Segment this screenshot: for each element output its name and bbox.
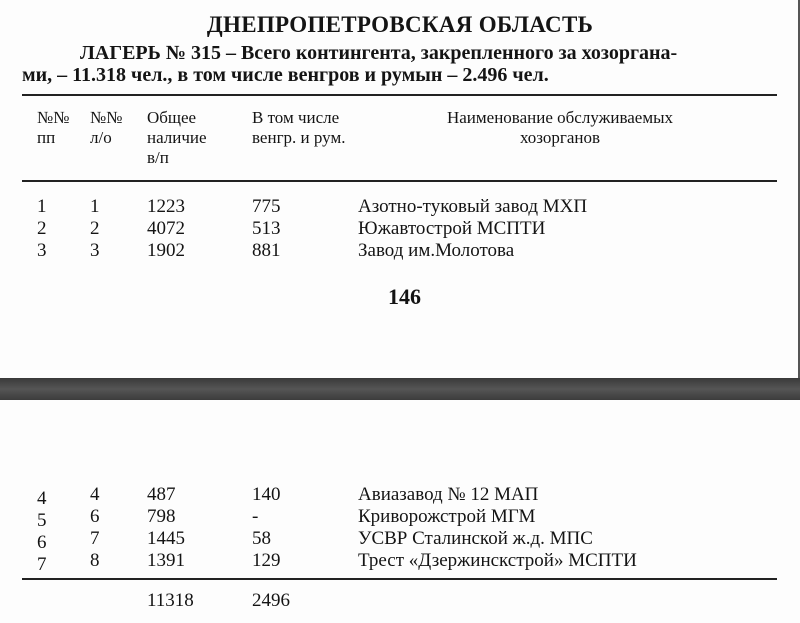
table-row: 1 1 1223 775 Азотно-туковый завод МХП [37, 196, 588, 217]
table-row: 5 6 798 - Криворожстрой МГМ [37, 506, 536, 531]
header-col-pp: №№ пп [37, 108, 70, 147]
page-number: 146 [388, 284, 421, 309]
header-col-org: Наименование обслуживаемых хозорганов [446, 108, 674, 147]
header-top-rule [22, 94, 777, 96]
totals-rule [22, 578, 777, 580]
table-row: 7 8 1391 129 Трест «Дзержинскстрой» МСПТИ [37, 550, 637, 575]
header-col-lo: №№ л/о [90, 108, 123, 147]
intro-line-1: ЛАГЕРЬ № 315 – Всего контингента, закрепленного за хозоргана- [80, 42, 678, 64]
header-col-total: Общее наличие в/п [147, 108, 207, 167]
header-col-hung-rom: В том числе венгр. и рум. [252, 108, 346, 147]
table-row: 4 4 487 140 Авиазавод № 12 МАП [37, 484, 539, 509]
table-row: 3 3 1902 881 Завод им.Молотова [37, 240, 515, 261]
page-gap [0, 378, 800, 400]
table-row: 6 7 1445 58 УСВР Сталинской ж.д. МПС [37, 528, 593, 553]
header-bottom-rule [22, 180, 777, 182]
totals-total: 11318 [147, 590, 194, 611]
intro-line-2: ми, – 11.318 чел., в том числе венгров и румын – 2.496 чел. [22, 64, 549, 86]
table-row: 2 2 4072 513 Южавтострой МСПТИ [37, 218, 546, 239]
region-title: ДНЕПРОПЕТРОВСКАЯ ОБЛАСТЬ [206, 12, 594, 37]
totals-hung-rom: 2496 [252, 590, 290, 611]
